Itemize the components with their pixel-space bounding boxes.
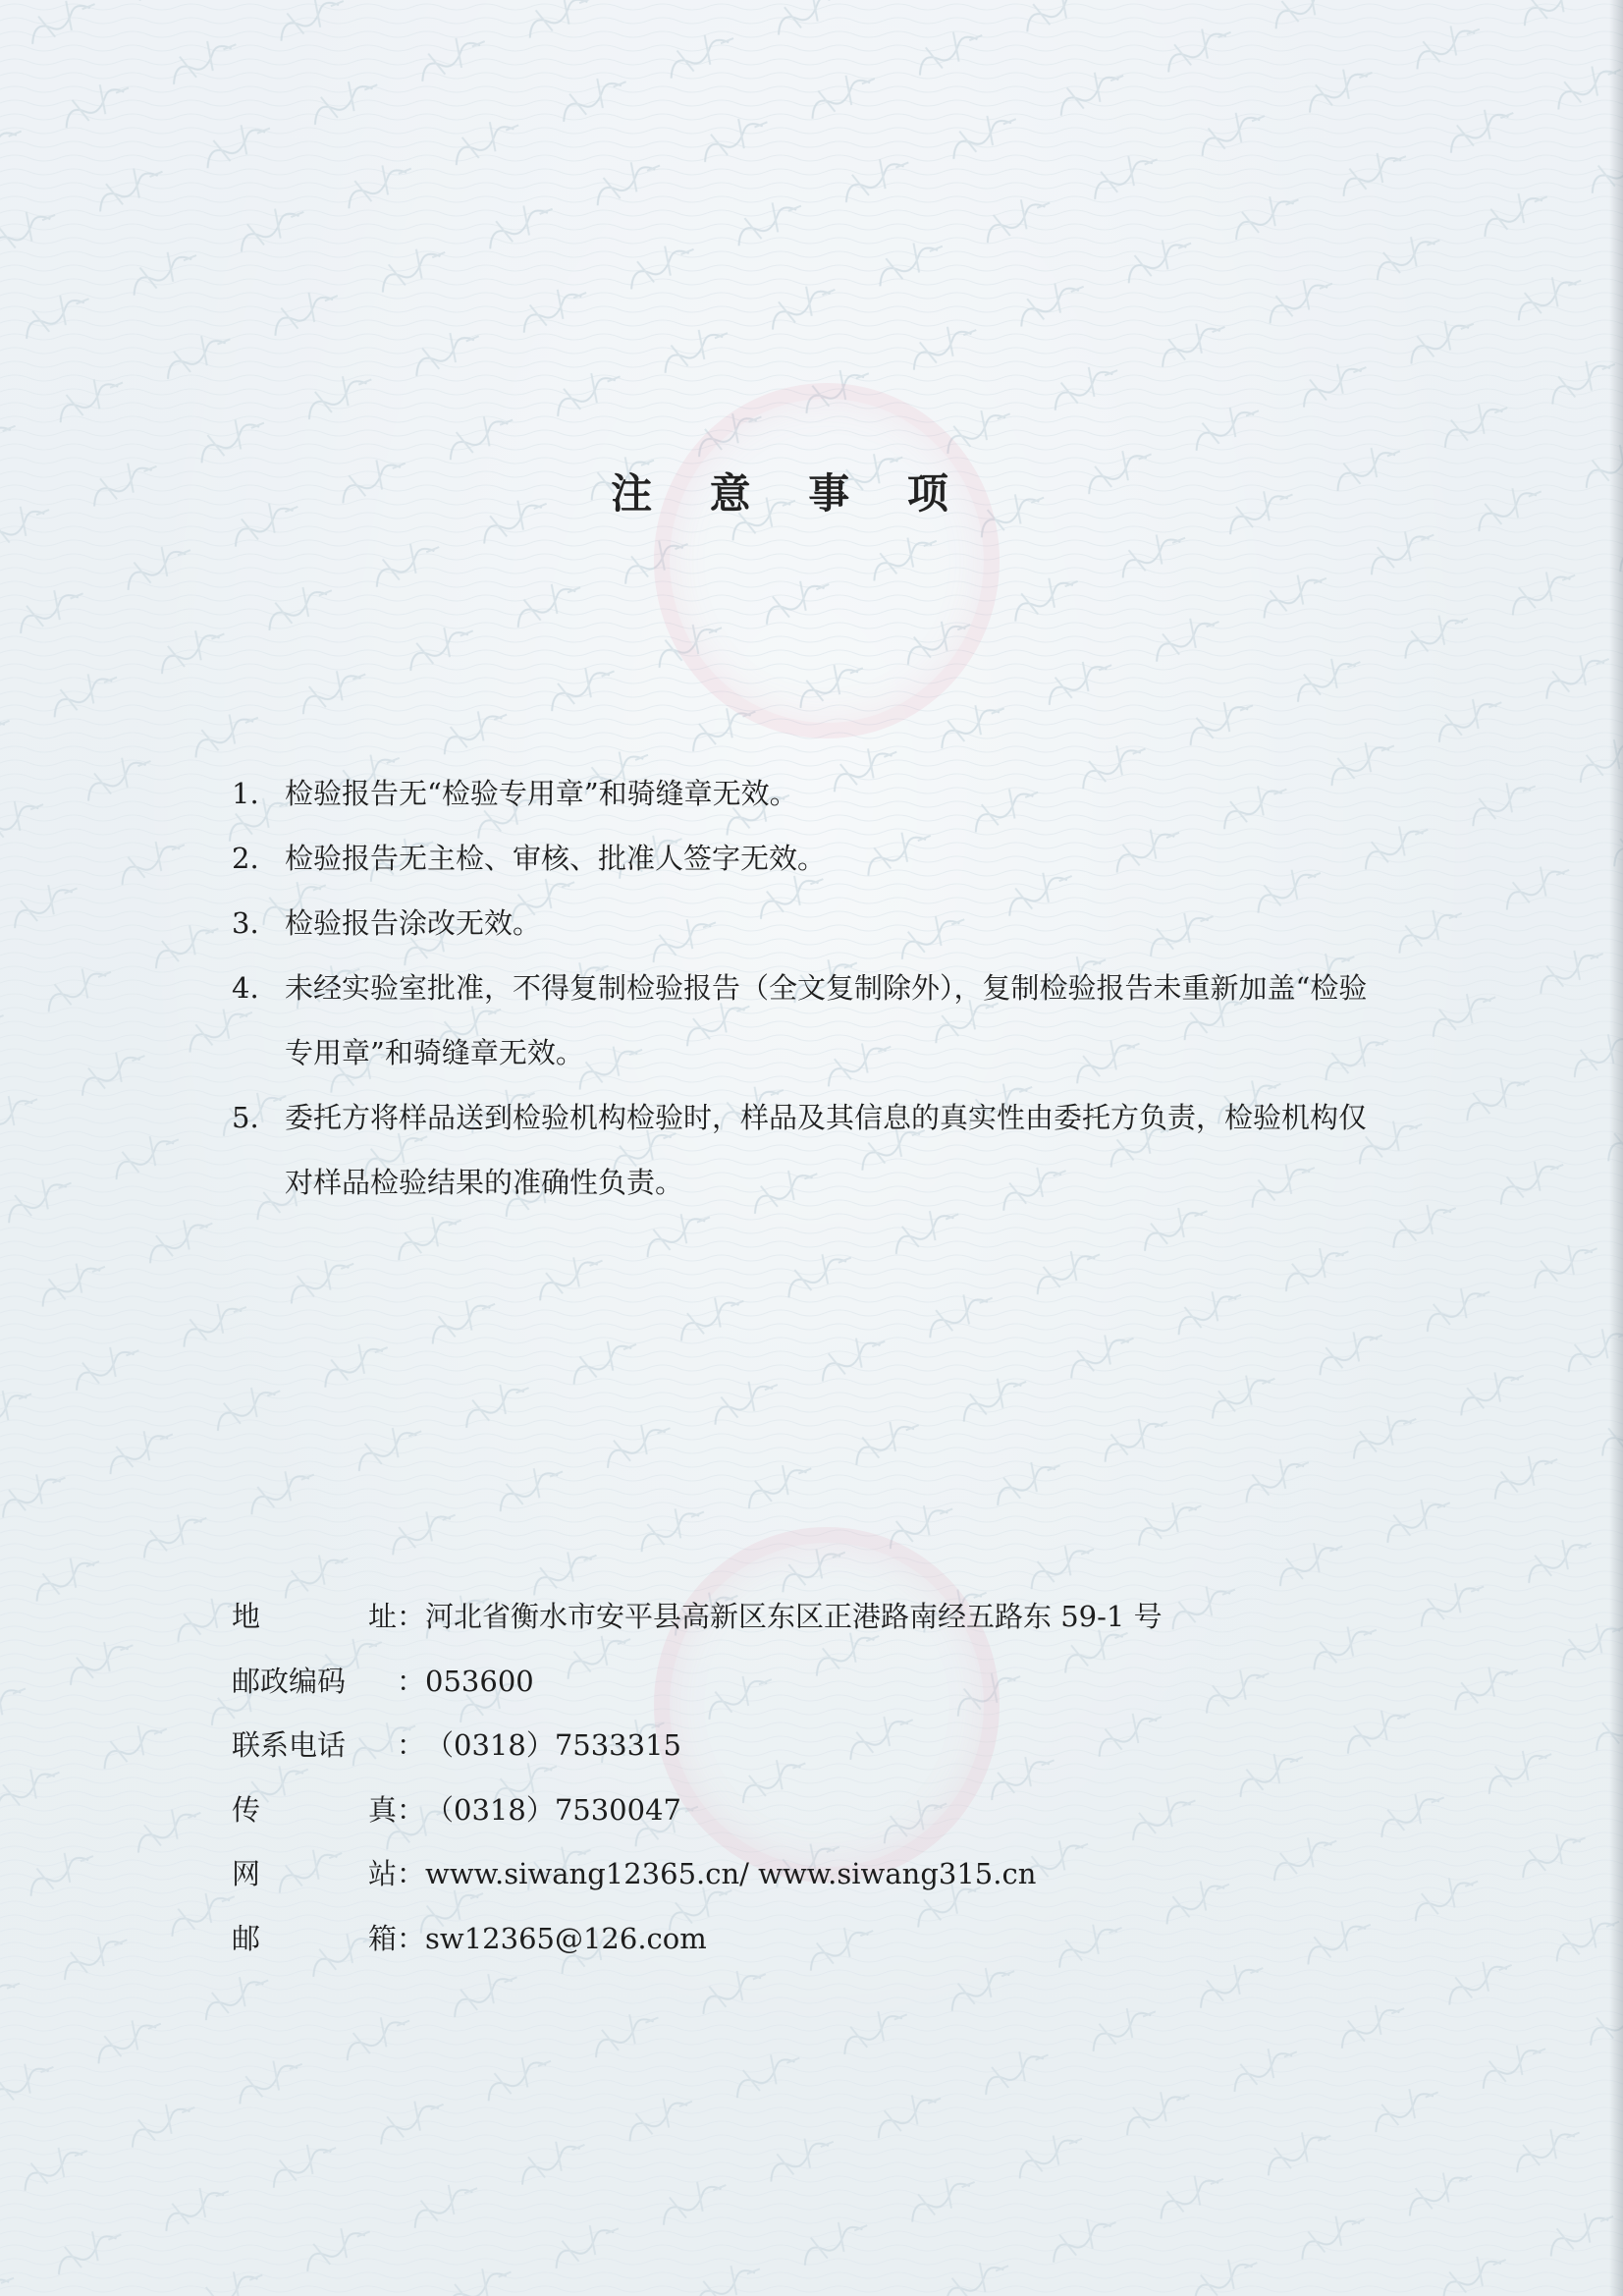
contact-label: 地址 bbox=[232, 1600, 397, 1633]
contact-phone bbox=[232, 1714, 1390, 1778]
contact-value: （0318）7533315 bbox=[425, 1728, 681, 1762]
contact-value: （0318）7530047 bbox=[425, 1792, 681, 1827]
contact-value: sw12365@126.com bbox=[425, 1921, 707, 1955]
scan-edge-shadow bbox=[1609, 0, 1623, 2296]
note-text: 检验报告涂改无效。 bbox=[285, 906, 542, 940]
note-text: 未经实验室批准，不得复制检验报告（全文复制除外），复制检验报告未重新加盖“检验专用章”和骑缝章无效。 bbox=[285, 971, 1368, 1069]
contact-info bbox=[232, 1585, 1390, 1971]
contact-email bbox=[232, 1907, 1390, 1972]
contact-colon: ： bbox=[397, 1664, 426, 1698]
note-item bbox=[232, 891, 1390, 956]
note-number: 2. bbox=[232, 842, 259, 875]
contact-value: www.siwang12365.cn/ www.siwang315.cn bbox=[425, 1857, 1037, 1890]
contact-value: 河北省衡水市安平县高新区东区正港路南经五路东 59-1 号 bbox=[425, 1600, 1163, 1633]
contact-label: 网站 bbox=[232, 1857, 397, 1890]
contact-label: 联系电话 bbox=[232, 1728, 347, 1762]
note-item bbox=[232, 826, 1390, 891]
note-text: 检验报告无“检验专用章”和骑缝章无效。 bbox=[285, 777, 798, 810]
note-item bbox=[232, 761, 1390, 826]
contact-colon: ： bbox=[397, 1857, 426, 1890]
note-item bbox=[232, 1085, 1390, 1215]
page-title: 注 意 事 项 bbox=[611, 469, 970, 518]
contact-fax bbox=[232, 1778, 1390, 1843]
contact-label: 邮政编码 bbox=[232, 1664, 347, 1698]
contact-address bbox=[232, 1585, 1390, 1650]
notes-list bbox=[232, 761, 1390, 1215]
contact-label: 邮箱 bbox=[232, 1921, 397, 1955]
contact-colon: ： bbox=[397, 1600, 426, 1633]
contact-value: 053600 bbox=[425, 1664, 534, 1698]
note-number: 4. bbox=[232, 971, 259, 1005]
contact-colon: ： bbox=[397, 1792, 426, 1827]
contact-colon: ： bbox=[397, 1728, 426, 1762]
note-text: 检验报告无主检、审核、批准人签字无效。 bbox=[285, 842, 827, 875]
note-text: 委托方将样品送到检验机构检验时，样品及其信息的真实性由委托方负责，检验机构仅对样品检验结果的准确性负责。 bbox=[285, 1101, 1368, 1199]
contact-website bbox=[232, 1842, 1390, 1907]
contact-label: 传真 bbox=[232, 1792, 397, 1827]
note-number: 5. bbox=[232, 1101, 259, 1134]
contact-colon: ： bbox=[397, 1921, 426, 1955]
note-item bbox=[232, 956, 1390, 1085]
note-number: 1. bbox=[232, 777, 259, 810]
note-number: 3. bbox=[232, 906, 259, 940]
contact-postcode bbox=[232, 1650, 1390, 1715]
faint-seal-impression-top bbox=[654, 383, 1000, 738]
